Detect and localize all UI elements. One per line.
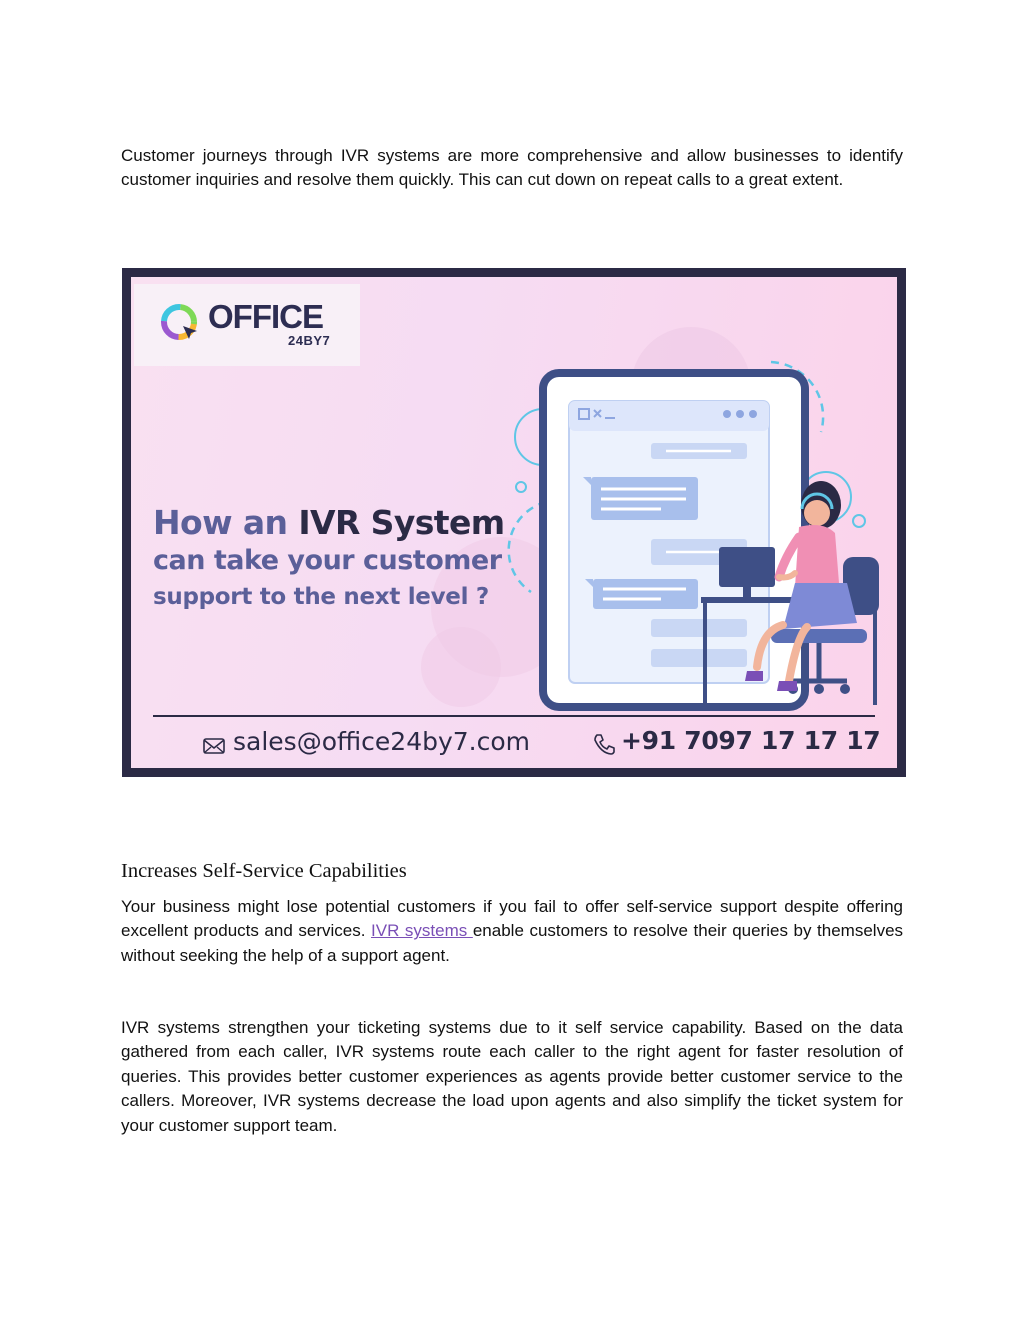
ticketing-paragraph: IVR systems strengthen your ticketing systems due to it self service capability. Based on the data gathered from each caller, IVR systems route each caller to the right agent for faster resolution of queries. This provides better customer experiences as agents provide better customer service to the callers. Moreover, IVR systems decrease the load upon agents and also simplify the ticket system for your customer support team. xyxy=(121,1018,903,1135)
intro-paragraph: Customer journeys through IVR systems are more comprehensive and allow businesses to identify customer inquiries and resolve them quickly. This can cut down on repeat calls to a great extent. xyxy=(121,146,903,190)
banner-subheadline-2: support to the next level ? xyxy=(153,584,489,610)
paragraph-text: Your business might lose potential customers if you fail to offer self-service support despite offering excellent products and services. xyxy=(121,897,903,941)
contact-phone: +91 7097 17 17 17 xyxy=(621,726,881,755)
self-service-paragraph xyxy=(121,895,903,968)
contact-email: sales@office24by7.com xyxy=(233,727,531,756)
banner-headline: How an IVR System xyxy=(153,503,505,542)
mail-icon xyxy=(203,738,225,754)
banner-background xyxy=(131,277,897,768)
logo-ring-icon xyxy=(159,302,203,346)
paragraph-text-continued: enable customers to resolve their queries by themselves without seeking the help of a support agent. xyxy=(121,921,904,965)
banner-divider xyxy=(153,715,875,717)
section-heading: Increases Self-Service Capabilities xyxy=(121,860,407,882)
logo-wordmark: OFFICE xyxy=(208,298,323,335)
banner-subheadline: can take your customer xyxy=(153,545,502,576)
phone-icon xyxy=(593,733,615,755)
company-logo xyxy=(134,284,360,366)
ivr-systems-link[interactable]: IVR systems xyxy=(371,921,473,941)
logo-subtext: 24BY7 xyxy=(288,333,331,348)
ivr-banner-image xyxy=(122,268,906,777)
